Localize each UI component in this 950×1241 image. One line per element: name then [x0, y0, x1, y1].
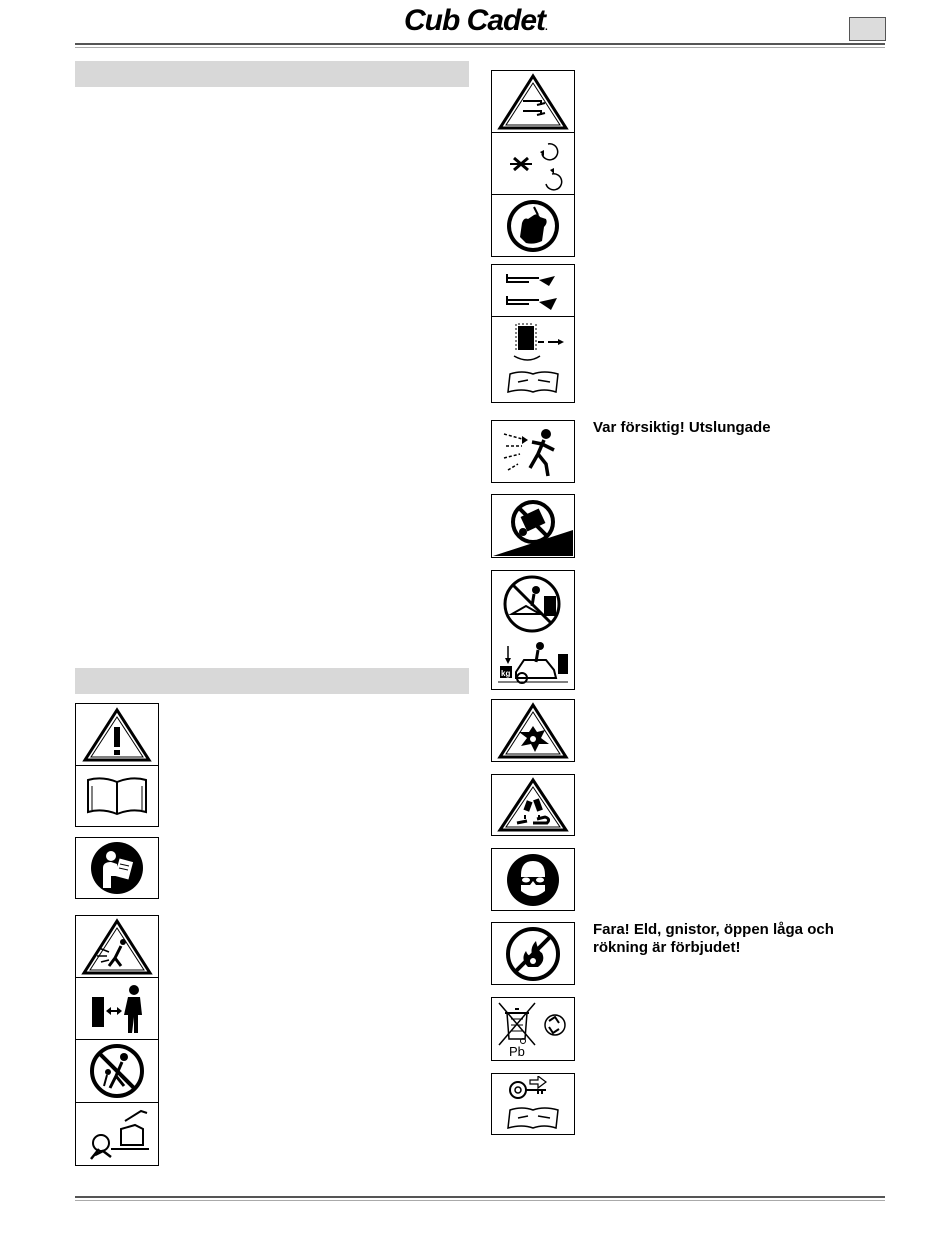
- hand-injury-icon: [491, 194, 575, 257]
- header-rule-thin: [75, 47, 885, 48]
- lead-symbol-text: Pb: [509, 1044, 525, 1059]
- remove-key-manual-icon: [491, 1073, 575, 1135]
- weight-symbol-text: kg: [501, 669, 511, 678]
- pedal-control-icon: [491, 264, 575, 317]
- thrown-objects-label: Var försiktig! Utslungade: [593, 419, 771, 436]
- thrown-objects-warning-icon: [75, 915, 159, 978]
- eye-protection-icon: [491, 848, 575, 911]
- keep-distance-icon: [75, 977, 159, 1040]
- section-heading-bar-1: [75, 61, 469, 87]
- language-tab: [849, 17, 886, 41]
- thrown-objects-icon: [491, 420, 575, 483]
- warning-triangle-icon: [75, 703, 159, 766]
- corrosive-warning-icon: [491, 774, 575, 836]
- footer-rule: [75, 1196, 885, 1198]
- slope-tipping-icon: [491, 494, 575, 558]
- rotating-blade-icon: [491, 132, 575, 195]
- manual-book-icon: [75, 765, 159, 827]
- crush-hazard-warning-icon: [491, 70, 575, 133]
- footer-rule-thin: [75, 1200, 885, 1201]
- section-heading-bar-2: [75, 668, 469, 694]
- spark-plug-manual-icon: [491, 316, 575, 403]
- brand-logo: [404, 4, 547, 45]
- battery-recycling-icon: [491, 997, 575, 1061]
- no-children-icon: [75, 1039, 159, 1103]
- fire-warning-label-line1: Fara! Eld, gnistor, öppen låga och: [593, 921, 834, 938]
- header-rule: [75, 43, 885, 45]
- no-fire-icon: [491, 922, 575, 985]
- brand-name: Cub Cadet: [404, 4, 545, 37]
- explosion-warning-icon: [491, 699, 575, 762]
- brand-mark: .: [545, 22, 547, 33]
- read-manual-icon: [75, 837, 159, 899]
- runover-hazard-icon: [75, 1102, 159, 1166]
- no-passengers-weight-icon: [491, 570, 575, 690]
- fire-warning-label-line2: rökning är förbjudet!: [593, 939, 741, 956]
